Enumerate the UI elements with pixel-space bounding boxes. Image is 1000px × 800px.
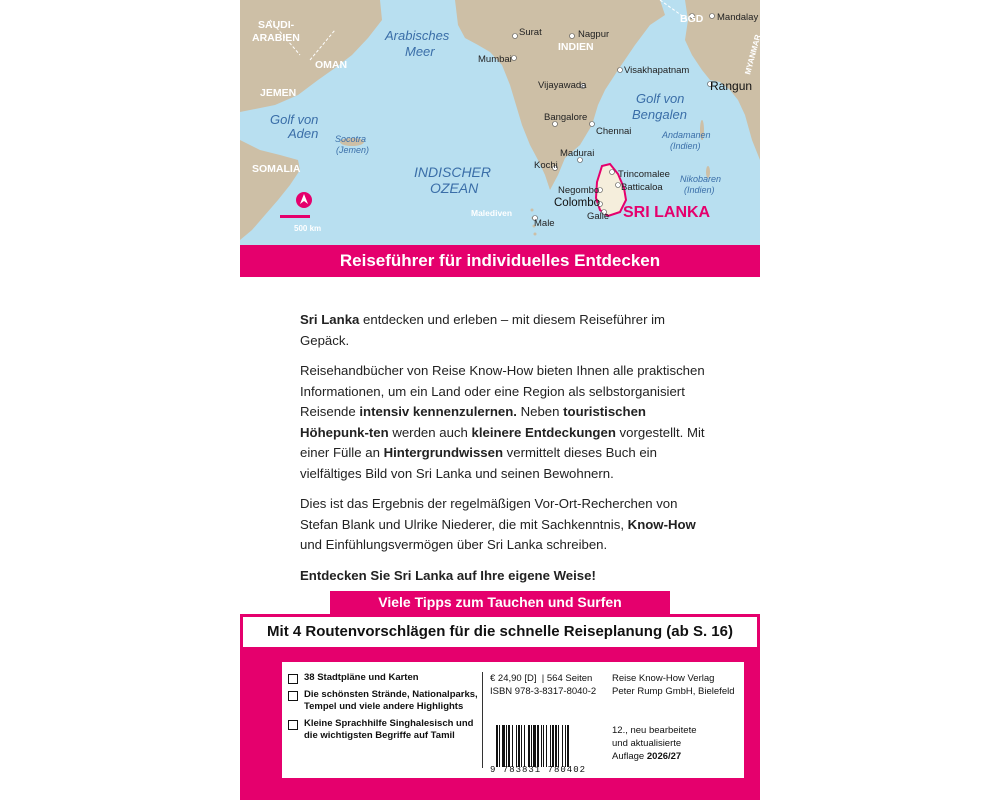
bold-text: intensiv kennenzulernen. <box>359 404 517 419</box>
checkbox-icon <box>288 691 298 701</box>
edition-line <box>612 750 697 763</box>
scale-label: 500 km <box>294 224 322 233</box>
label-golf-bengalen-1: Golf von <box>636 91 685 106</box>
checkbox-icon <box>288 720 298 730</box>
feature-text: Die schönsten Strände, Nationalparks, Tempel und viele andere Highlights <box>304 688 478 712</box>
label-chennai: Chennai <box>596 126 632 137</box>
label-andamanen-2: (Indien) <box>670 141 701 151</box>
label-ind-ozean-1: INDISCHER <box>414 164 492 180</box>
routes-bar: Mit 4 Routenvorschlägen für die schnelle Reiseplanung (ab S. 16) <box>242 616 758 648</box>
label-andamanen-1: Andamanen <box>662 130 711 140</box>
text: werden auch <box>388 424 472 440</box>
label-vijayawada: Vijayawada <box>538 80 587 91</box>
label-surat: Surat <box>519 27 542 38</box>
label-visakhapatnam: Visakhapatnam <box>624 65 690 76</box>
feature-item <box>288 718 484 743</box>
label-ind-ozean-2: OZEAN <box>430 180 479 196</box>
label-golf-bengalen-2: Bengalen <box>632 107 687 122</box>
label-oman: OMAN <box>315 59 348 71</box>
price: € 24,90 [D] <box>490 673 537 684</box>
barcode-bar <box>512 725 513 767</box>
divider <box>482 672 483 768</box>
barcode-bar <box>502 725 505 767</box>
barcode-bar <box>524 725 525 767</box>
paragraph-1 <box>300 310 710 351</box>
label-nagpur: Nagpur <box>578 29 610 40</box>
barcode-bar <box>552 725 554 767</box>
label-saudi: SAUDI- <box>258 19 295 31</box>
scale-bar <box>280 215 310 218</box>
text: vorgestellt. Mit einer Fülle an <box>300 424 705 460</box>
label-colombo: Colombo <box>554 197 601 209</box>
barcode-bar <box>546 725 547 767</box>
barcode-bar <box>521 725 522 767</box>
label-socotra-1: Socotra <box>335 134 367 144</box>
barcode-bar <box>518 725 520 767</box>
bold-text: Sri Lanka <box>300 312 360 327</box>
subtitle-banner: Reiseführer für individuelles Entdecken <box>240 245 760 277</box>
isbn: ISBN 978-3-8317-8040-2 <box>490 686 597 697</box>
label-nikobaren-1: Nikobaren <box>680 174 722 184</box>
label-socotra-2: (Jemen) <box>336 145 370 155</box>
paragraph-3 <box>300 494 710 556</box>
info-box <box>282 662 744 778</box>
barcode-bar <box>499 725 500 767</box>
publisher-company: Peter Rump GmbH, Bielefeld <box>612 686 735 697</box>
text: entdecken und erleben – mit diesem Reiseführer im Gepäck. <box>300 312 666 348</box>
feature-item <box>288 689 484 714</box>
label-trincomalee: Trincomalee <box>618 169 670 180</box>
barcode-bar <box>506 725 507 767</box>
label-nikobaren-2: (Indien) <box>684 185 715 195</box>
label-male: Male <box>534 218 555 229</box>
feature-text: 38 Stadtpläne und Karten <box>304 672 419 683</box>
feature-list <box>288 672 484 747</box>
label-arab-meer-1: Arabisches <box>385 28 450 43</box>
label-mumbai: Mumbai <box>478 54 512 65</box>
label-arabien: ARABIEN <box>252 32 300 44</box>
price-info: € 24,90 [D] | 564 Seiten ISBN 978-3-8317-8040-2 <box>490 673 597 697</box>
label-batticaloa: Batticaloa <box>621 182 663 193</box>
label-arab-meer-2: Meer <box>405 44 435 59</box>
page-count: 564 Seiten <box>546 673 593 684</box>
bold-text: touristischen Höhepunk-ten <box>300 404 646 440</box>
text: Neben <box>516 404 564 419</box>
edition-text: Auflage <box>612 751 647 762</box>
label-bgd: BGD <box>680 13 704 25</box>
label-jemen: JEMEN <box>260 87 297 99</box>
text: Reisehandbücher von Reise Know-How bieten Ihnen alle praktischen Informationen, um ein Land oder eine Region als selbstorganisiert Reisende <box>300 363 705 419</box>
text: Dies ist das Ergebnis der regelmäßigen Vor-Ort-Recherchen von Stefan Blank und Ulrike Niederer, die mit Sachkenntnis, <box>300 496 678 532</box>
book-back-cover <box>240 0 763 800</box>
north-arrow-icon <box>296 192 312 208</box>
label-madurai: Madurai <box>560 148 595 159</box>
feature-item <box>288 672 484 685</box>
label-golf-aden-2: Aden <box>288 126 319 141</box>
barcode-bar <box>531 725 532 767</box>
barcode-digits: 9 783831 780402 <box>490 765 587 775</box>
label-somalia: SOMALIA <box>252 163 301 175</box>
barcode-bar <box>567 725 569 767</box>
label-kochi: Kochi <box>534 160 558 171</box>
edition-info <box>612 724 697 763</box>
label-mandalay: Mandalay <box>717 12 759 23</box>
text: vermittelt dieses Buch ein vielfältiges Bild von Sri Lanka und seinen Bewohnern. <box>300 445 657 481</box>
publisher-info <box>612 672 735 698</box>
label-sri-lanka: SRI LANKA <box>623 204 711 221</box>
label-bangalore: Bangalore <box>544 112 588 123</box>
text: und Einfühlungsvermögen über Sri Lanka schreiben. <box>300 537 608 552</box>
label-golf-aden-1: Golf von <box>270 112 319 127</box>
barcode-bar <box>558 725 559 767</box>
edition-line: 12., neu bearbeitete <box>612 725 697 736</box>
edition-line: und aktualisierte <box>612 738 682 749</box>
region-map <box>240 0 763 245</box>
barcode-bar <box>537 725 539 767</box>
paragraph-4 <box>300 566 710 587</box>
checkbox-icon <box>288 674 298 684</box>
barcode-bar <box>496 725 498 767</box>
description-text <box>300 310 710 596</box>
bold-text: Entdecken Sie Sri Lanka auf Ihre eigene Weise! <box>300 567 596 583</box>
barcode-bar <box>528 725 530 767</box>
barcode-bar <box>508 725 510 767</box>
tips-tab: Viele Tipps zum Tauchen und Surfen <box>330 591 670 614</box>
barcode-bar <box>565 725 566 767</box>
label-galle: Galle <box>587 211 610 222</box>
label-negombo: Negombo <box>558 185 600 196</box>
publisher-name: Reise Know-How Verlag <box>612 673 715 684</box>
label-malediven: Malediven <box>471 208 513 218</box>
bold-text: kleinere Entdeckungen <box>471 424 616 440</box>
barcode-bar <box>550 725 551 767</box>
feature-text: Kleine Sprachhilfe Singhalesisch und die wichtigsten Begriffe auf Tamil <box>304 717 474 741</box>
barcode-bar <box>541 725 542 767</box>
edition-year: 2026/27 <box>646 751 682 762</box>
barcode-bar <box>533 725 536 767</box>
barcode-bar <box>555 725 557 767</box>
barcode-bar <box>516 725 517 767</box>
paragraph-2 <box>300 361 710 484</box>
label-indien: INDIEN <box>558 41 594 53</box>
bold-text: Know-How <box>627 516 696 532</box>
barcode-bar <box>562 725 563 767</box>
bold-text: Hintergrundwissen <box>383 445 504 460</box>
barcode-bar <box>543 725 544 767</box>
label-myanmar: MYANMAR <box>743 33 763 76</box>
label-rangun: Rangun <box>710 79 753 93</box>
